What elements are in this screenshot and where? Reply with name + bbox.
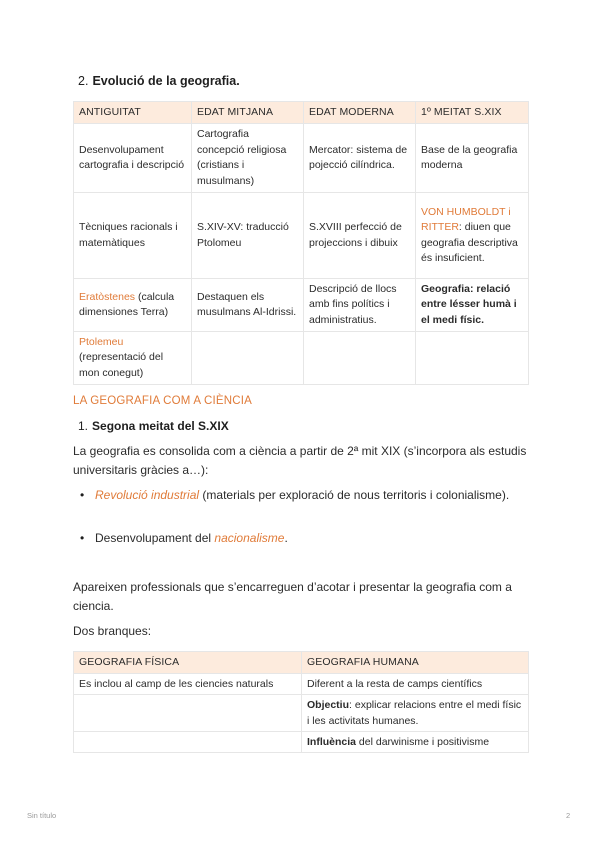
item-text: Desenvolupament del <box>95 531 215 545</box>
item-text: (materials per exploració de nous territoris i colonialisme). <box>199 488 510 502</box>
highlight-text: nacionalisme <box>214 531 285 545</box>
bold-text: Geografia: relació entre lésser humà i el medi físic. <box>421 282 517 326</box>
table-cell: Diferent a la resta de camps científics <box>302 674 529 695</box>
table-cell: Cartografia concepció religiosa (cristians i musulmans) <box>192 124 304 193</box>
bullet-icon: • <box>80 488 85 502</box>
section-title: LA GEOGRAFIA COM A CIÈNCIA <box>73 395 253 407</box>
table-row <box>74 732 529 753</box>
section-heading-evolucio <box>78 74 240 88</box>
header-edat-mitjana: EDAT MITJANA <box>192 102 304 124</box>
table-cell <box>74 279 192 332</box>
table-cell <box>416 193 529 279</box>
header-antiguitat: ANTIGUITAT <box>74 102 192 124</box>
highlight-text: Ptolemeu <box>79 335 124 348</box>
cell-text: : explicar relacions entre el medi físic i les activitats humanes. <box>307 699 522 727</box>
table-cell: S.XIV-XV: traducció Ptolomeu <box>192 193 304 279</box>
heading-title: Segona meitat del S.XIX <box>92 419 229 433</box>
table-row <box>74 332 529 385</box>
table-cell <box>302 732 529 753</box>
header-geografia-fisica: GEOGRAFIA FÍSICA <box>74 652 302 674</box>
table-cell-empty <box>74 732 302 753</box>
table-row <box>74 193 529 279</box>
bold-text: Influència <box>307 736 357 748</box>
table-cell: Destaquen els musulmans Al-Idrissi. <box>192 279 304 332</box>
table-cell: Desenvolupament cartografia i descripció <box>74 124 192 193</box>
table-row <box>74 674 529 695</box>
table-cell: Descripció de llocs amb fins polítics i administratius. <box>304 279 416 332</box>
header-edat-moderna: EDAT MODERNA <box>304 102 416 124</box>
table-row <box>74 124 529 193</box>
branches-table <box>73 651 529 753</box>
bullet-icon: • <box>80 531 85 545</box>
footer-document-title: Sin título <box>27 811 57 820</box>
table-cell-empty <box>192 332 304 385</box>
intro-paragraph: La geografia es consolida com a ciència a partir de 2ª mit XIX (s’incorpora als estudis universitaris gràcies a…): <box>73 444 527 477</box>
header-geografia-humana: GEOGRAFIA HUMANA <box>302 652 529 674</box>
highlight-text: VON HUMBOLDT i RITTER <box>421 205 511 233</box>
heading-number: 1. <box>78 419 89 433</box>
evolution-table <box>73 101 529 385</box>
footer-page-number: 2 <box>566 811 571 820</box>
table-row <box>74 279 529 332</box>
table-cell: Tècniques racionals i matemàtiques <box>74 193 192 279</box>
subsection-heading <box>78 419 229 433</box>
highlight-text: Revolució industrial <box>95 488 200 502</box>
heading-title: Evolució de la geografia. <box>92 74 240 88</box>
heading-number: 2. <box>78 74 89 88</box>
table-header-row <box>74 102 529 124</box>
header-meitat-sxix: 1º MEITAT S.XIX <box>416 102 529 124</box>
paragraph: Dos branques: <box>73 624 152 638</box>
table-cell <box>74 332 192 385</box>
cell-text: del darwinisme i positivisme <box>356 736 490 748</box>
table-cell: S.XVIII perfecció de projeccions i dibuix <box>304 193 416 279</box>
table-cell-empty <box>304 332 416 385</box>
table-cell-empty <box>416 332 529 385</box>
bold-text: Objectiu <box>307 699 350 711</box>
table-cell: Mercator: sistema de pojecció cilíndrica. <box>304 124 416 193</box>
table-header-row <box>74 652 529 674</box>
cell-text: (calcula dimensiones Terra) <box>79 290 175 318</box>
table-cell <box>416 279 529 332</box>
table-cell: Base de la geografia moderna <box>416 124 529 193</box>
cell-text: (representació del mon conegut) <box>79 351 164 379</box>
table-row <box>74 695 529 732</box>
table-cell: Es inclou al camp de les ciencies naturals <box>74 674 302 695</box>
table-cell-empty <box>74 695 302 732</box>
highlight-text: Eratòstenes <box>79 290 136 303</box>
cell-text: : diuen que geografia descriptiva és insuficient. <box>421 221 518 264</box>
paragraph: Apareixen professionals que s’encarreguen d’acotar i presentar la geografia com a ciencia. <box>73 580 512 613</box>
item-text: . <box>284 531 288 545</box>
table-cell <box>302 695 529 732</box>
list-item <box>95 486 515 505</box>
list-item <box>95 529 515 548</box>
